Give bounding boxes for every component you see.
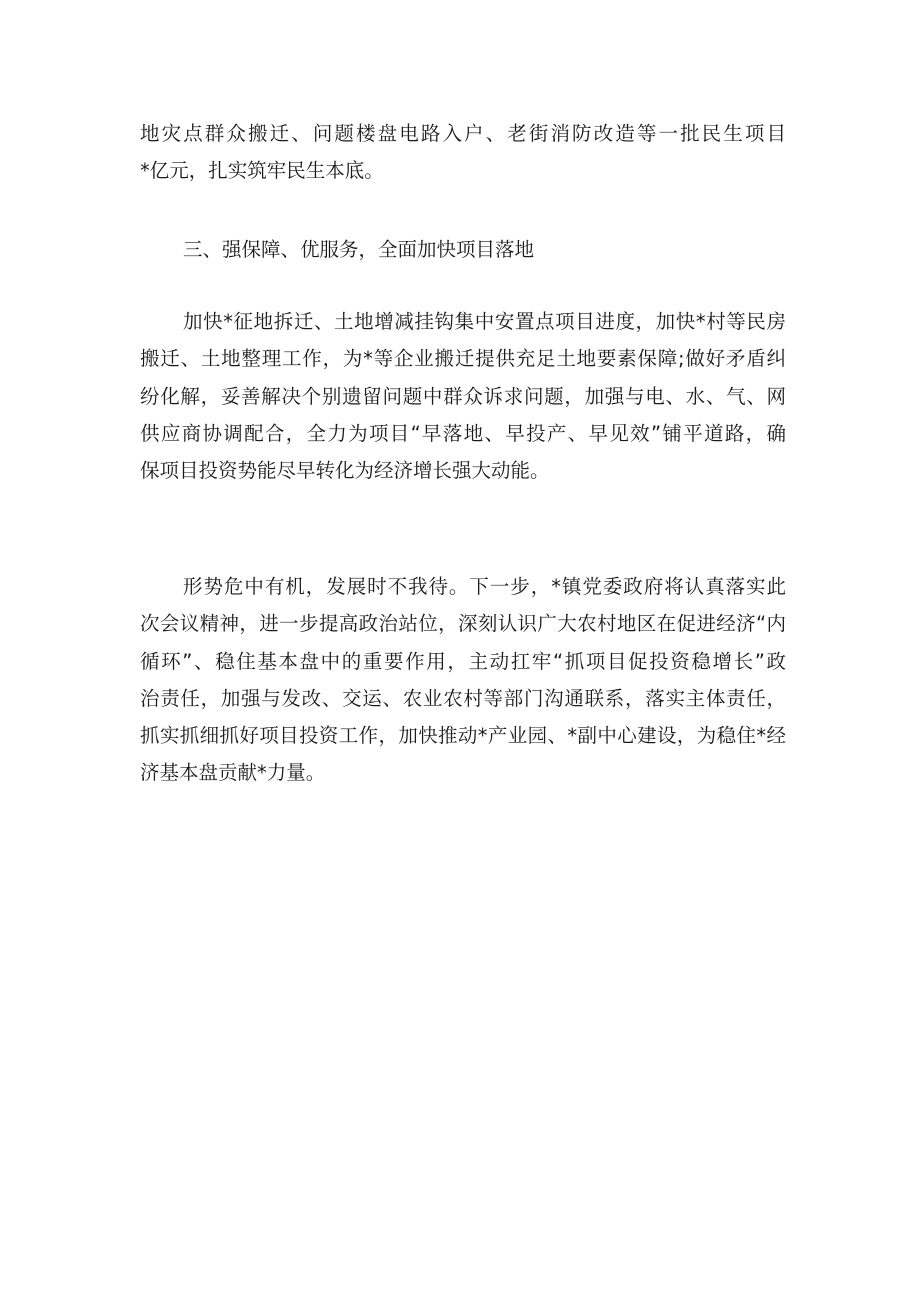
paragraph-line: 次会议精神，进一步提高政治站位，深刻认识广大农村地区在促进经济“内 — [140, 612, 786, 636]
paragraph-line: 治责任，加强与发改、交运、农业农村等部门沟通联系，落实主体责任， — [140, 686, 786, 710]
paragraph-line: 保项目投资势能尽早转化为经济增长强大动能。 — [140, 459, 550, 483]
paragraph-livelihood-projects — [140, 115, 786, 190]
paragraph-line: 地灾点群众搬迁、问题楼盘电路入户、老街消防改造等一批民生项目 — [140, 122, 786, 145]
paragraph-project-guarantee — [140, 303, 786, 489]
paragraph-line: 济基本盘贡献*力量。 — [140, 761, 326, 785]
paragraph-line: 循环”、稳住基本盘中的重要作用，主动扛牢“抓项目促投资稳增长”政 — [140, 649, 786, 673]
paragraph-line: *亿元，扎实筑牢民生本底。 — [140, 159, 384, 183]
paragraph-line: 加快*征地拆迁、土地增减挂钩集中安置点项目进度，加快*村等民房 — [183, 310, 786, 333]
section-heading: 三、强保障、优服务，全面加快项目落地 — [183, 238, 535, 261]
paragraph-line: 搬迁、土地整理工作，为*等企业搬迁提供充足土地要素保障;做好矛盾纠 — [140, 347, 786, 371]
paragraph-line: 供应商协调配合，全力为项目“早落地、早投产、早见效”铺平道路，确 — [140, 421, 786, 445]
paragraph-line: 形势危中有机，发展时不我待。下一步，*镇党委政府将认真落实此 — [183, 575, 786, 598]
paragraph-next-steps — [140, 568, 786, 792]
paragraph-line: 抓实抓细抓好项目投资工作，加快推动*产业园、*副中心建设，为稳住*经 — [140, 724, 786, 748]
paragraph-line: 纷化解，妥善解决个别遗留问题中群众诉求问题，加强与电、水、气、网 — [140, 384, 786, 408]
